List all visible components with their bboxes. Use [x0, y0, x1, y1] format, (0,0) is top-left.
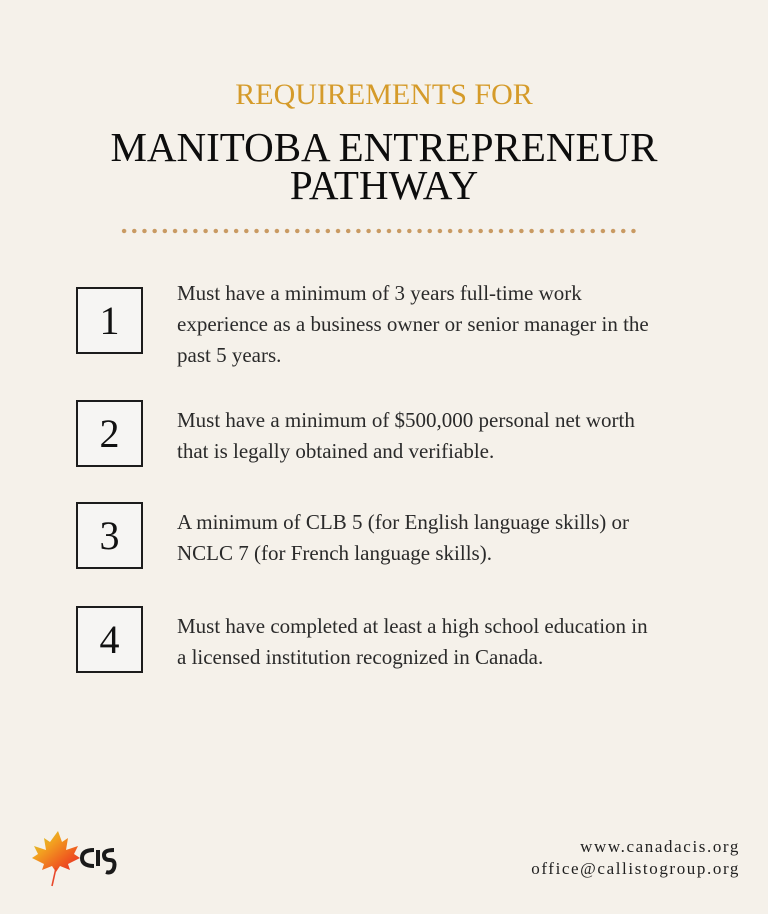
contact-info: [531, 836, 740, 880]
dotted-divider: [119, 228, 639, 234]
cis-wordmark-icon: [80, 844, 120, 876]
requirement-text: [177, 507, 697, 569]
text-line: Must have a minimum of 3 years full-time work: [177, 281, 582, 305]
requirement-text: [177, 611, 697, 673]
text-line: A minimum of CLB 5 (for English language skills) or: [177, 510, 630, 534]
text-line: NCLC 7 (for French language skills).: [177, 541, 492, 565]
number-box: 1: [76, 287, 143, 354]
text-line: past 5 years.: [177, 343, 282, 367]
title-line-1: MANITOBA ENTREPRENEUR: [110, 124, 658, 170]
text-line: Must have a minimum of $500,000 personal net worth: [177, 408, 635, 432]
number-box: 4: [76, 606, 143, 673]
title-line-2: PATHWAY: [289, 162, 479, 208]
requirement-text: [177, 405, 697, 467]
text-line: Must have completed at least a high school education in: [177, 614, 648, 638]
requirement-text: [177, 278, 697, 371]
page-title: [0, 124, 768, 208]
text-line: experience as a business owner or senior manager in the: [177, 312, 649, 336]
number-box: 2: [76, 400, 143, 467]
website-link[interactable]: www.canadacis.org: [580, 837, 740, 856]
header-kicker: REQUIREMENTS FOR: [235, 78, 533, 111]
text-line: that is legally obtained and verifiable.: [177, 439, 495, 463]
text-line: a licensed institution recognized in Canada.: [177, 645, 544, 669]
email-link[interactable]: office@callistogroup.org: [531, 859, 740, 878]
number-box: 3: [76, 502, 143, 569]
cis-logo: [28, 828, 118, 890]
